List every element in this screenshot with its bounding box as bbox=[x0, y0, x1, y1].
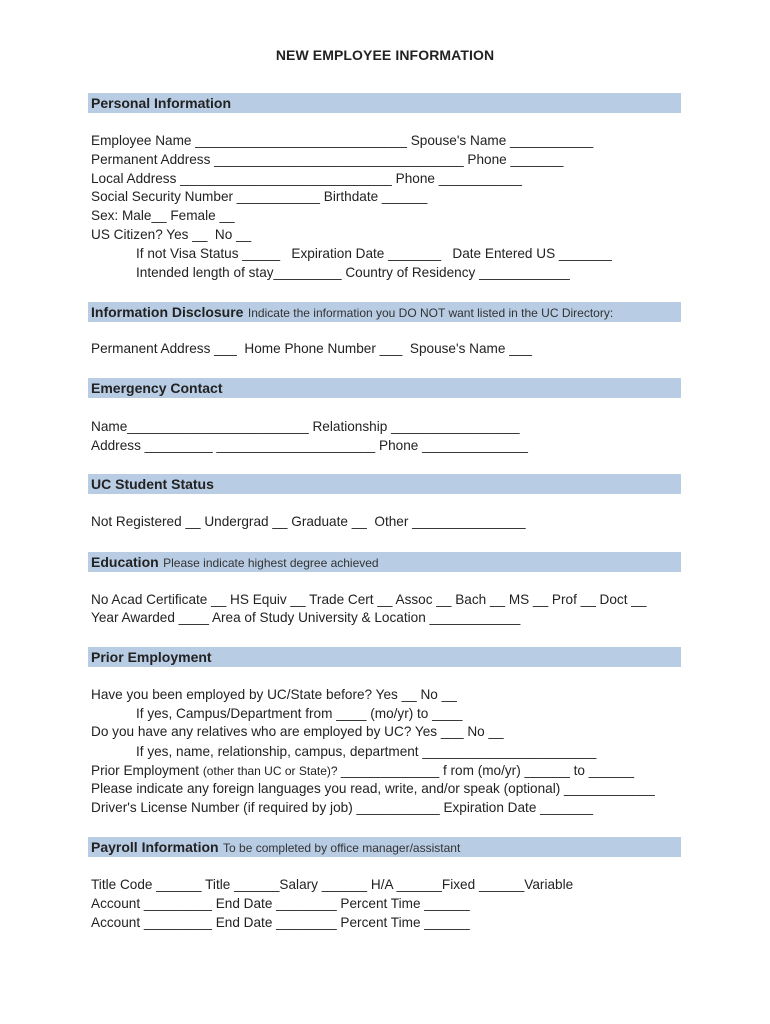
prior-employment-label: Prior Employment bbox=[91, 763, 203, 778]
form-line: Not Registered __ Undergrad __ Graduate __ Other _______________ bbox=[91, 514, 526, 529]
section-note: To be completed by office manager/assistant bbox=[223, 841, 461, 855]
prior-employment-dates: _____________ f rom (mo/yr) ______ to ______ bbox=[340, 763, 635, 778]
form-line: Account _________ End Date ________ Percent Time ______ bbox=[91, 915, 470, 930]
section-header-personal bbox=[88, 93, 681, 113]
form-line: Social Security Number ___________ Birthdate ______ bbox=[91, 189, 428, 204]
form-line: If yes, name, relationship, campus, department _______________________ bbox=[136, 744, 597, 759]
section-header-payroll bbox=[88, 837, 681, 857]
form-line: Address _________ _____________________ Phone ______________ bbox=[91, 438, 528, 453]
form-line: Title Code ______ Title ______Salary ______ H/A ______Fixed ______Variable bbox=[91, 877, 574, 892]
form-line: No Acad Certificate __ HS Equiv __ Trade Cert __ Assoc __ Bach __ MS __ Prof __ Doct __ bbox=[91, 592, 647, 607]
section-title: UC Student Status bbox=[91, 476, 214, 492]
section-title: Personal Information bbox=[91, 95, 232, 111]
section-title: Information Disclosure bbox=[91, 304, 244, 320]
form-line: If not Visa Status _____ Expiration Date _______ Date Entered US _______ bbox=[136, 246, 612, 261]
form-line: Driver's License Number (if required by job) ___________ Expiration Date _______ bbox=[91, 800, 594, 815]
form-title: NEW EMPLOYEE INFORMATION bbox=[275, 47, 495, 63]
form-line: If yes, Campus/Department from ____ (mo/yr) to ____ bbox=[136, 706, 463, 721]
section-header-disclosure bbox=[88, 302, 681, 322]
form-line: Local Address ____________________________ Phone ___________ bbox=[91, 171, 522, 186]
form-line: Permanent Address ___ Home Phone Number ___ Spouse's Name ___ bbox=[91, 341, 532, 356]
prior-employment-qualifier: (other than UC or State)? bbox=[202, 764, 341, 778]
section-title: Prior Employment bbox=[91, 649, 212, 665]
form-line: Sex: Male__ Female __ bbox=[91, 208, 235, 223]
form-line: Please indicate any foreign languages you read, write, and/or speak (optional) ____________ bbox=[91, 781, 655, 796]
form-line: Name________________________ Relationship _________________ bbox=[91, 419, 520, 434]
form-line: Account _________ End Date ________ Percent Time ______ bbox=[91, 896, 470, 911]
form-line: Year Awarded ____ Area of Study University & Location ____________ bbox=[91, 610, 521, 625]
section-title: Payroll Information bbox=[91, 839, 219, 855]
form-line: Have you been employed by UC/State before? Yes __ No __ bbox=[91, 687, 457, 702]
section-header-education bbox=[88, 552, 681, 572]
form-line: US Citizen? Yes __ No __ bbox=[91, 227, 252, 242]
form-line: Do you have any relatives who are employed by UC? Yes ___ No __ bbox=[91, 724, 504, 739]
section-title: Emergency Contact bbox=[91, 380, 223, 396]
section-title: Education bbox=[91, 554, 159, 570]
form-line: Employee Name ____________________________ Spouse's Name ___________ bbox=[91, 133, 594, 148]
form-line: Permanent Address _________________________________ Phone _______ bbox=[91, 152, 564, 167]
section-note: Please indicate highest degree achieved bbox=[163, 556, 379, 570]
form-line: Intended length of stay_________ Country of Residency ____________ bbox=[136, 265, 570, 280]
section-header-student bbox=[88, 474, 681, 494]
section-header-emergency bbox=[88, 378, 681, 398]
section-note: Indicate the information you DO NOT want listed in the UC Directory: bbox=[247, 306, 614, 320]
form-line-prior-employment bbox=[91, 763, 634, 779]
section-header-prior bbox=[88, 647, 681, 667]
